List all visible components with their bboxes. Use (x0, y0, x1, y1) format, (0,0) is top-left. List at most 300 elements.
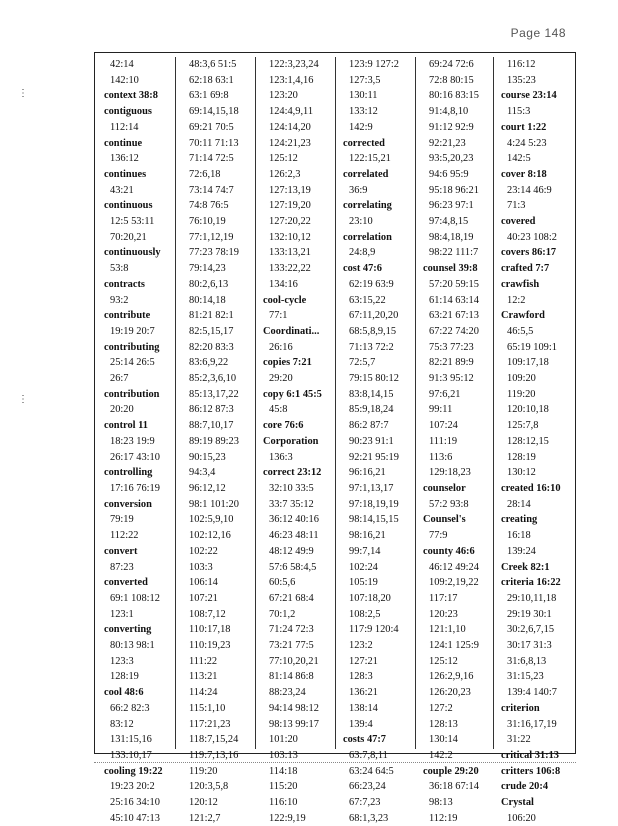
index-term: copy 6:1 45:5 (263, 388, 322, 400)
index-page-ref: 12:2 (507, 294, 526, 306)
index-page-ref: 123:1,4,16 (269, 74, 314, 86)
index-page-ref: 97:1,13,17 (349, 482, 394, 494)
index-page-ref: 71:14 72:5 (189, 153, 234, 165)
index-page-ref: 77:10,20,21 (269, 655, 319, 667)
index-page-ref: 79:19 (110, 514, 134, 526)
index-page-ref: 48:3,6 51:5 (189, 59, 237, 70)
index-term: couple 29:20 (423, 765, 479, 777)
index-term: continuous (104, 200, 153, 212)
index-page-ref: 114:24 (189, 687, 218, 699)
index-page-ref: 75:3 77:23 (429, 341, 474, 353)
index-page-ref: 82:21 89:9 (429, 357, 474, 369)
index-page-ref: 112:19 (429, 812, 458, 824)
index-page-ref: 67:21 68:4 (269, 592, 314, 604)
index-column-6 (493, 57, 576, 824)
index-page-ref: 90:23 91:1 (349, 435, 394, 447)
index-page-ref: 98:13 (429, 797, 453, 809)
index-page-ref: 30:2,6,7,15 (507, 624, 555, 636)
index-term: contracts (104, 278, 145, 290)
index-page-ref: 126:2,3 (269, 168, 301, 180)
index-page-ref: 92:21,23 (429, 137, 466, 149)
index-page-ref: 63:21 67:13 (429, 310, 479, 322)
index-page-ref: 19:23 20:2 (110, 781, 155, 793)
index-page-ref: 69:1 108:12 (110, 592, 160, 604)
index-page-ref: 111:22 (189, 655, 218, 667)
index-term: covers 86:17 (501, 247, 557, 259)
index-page-ref: 115:3 (507, 106, 531, 118)
index-page-ref: 71:3 (507, 200, 526, 212)
index-term: correlating (343, 200, 392, 212)
index-page-ref: 85:13,17,22 (189, 388, 239, 400)
index-page-ref: 103:3 (189, 561, 213, 573)
index-page-ref: 96:16,21 (349, 467, 386, 479)
index-term: county 46:6 (423, 545, 475, 557)
index-page-ref: 89:19 89:23 (189, 435, 239, 447)
index-term: course 23:14 (501, 90, 557, 102)
index-page-ref: 83:12 (110, 718, 134, 730)
index-page-ref: 121:1,10 (429, 624, 466, 636)
index-page-ref: 109:2,19,22 (429, 577, 479, 589)
index-page-ref: 72:6,18 (189, 168, 221, 180)
index-page-ref: 30:17 31:3 (507, 640, 552, 652)
index-page-ref: 67:11,20,20 (349, 310, 399, 322)
index-page-ref: 124:4,9,11 (269, 106, 314, 118)
index-term: Crawford (501, 310, 545, 322)
index-page-ref: 63:24 64:5 (349, 765, 394, 777)
page-number: Page 148 (510, 26, 566, 40)
index-page-ref: 66:23,24 (349, 781, 386, 793)
index-page-ref: 77:1,12,19 (189, 231, 234, 243)
index-page-ref: 120:10,18 (507, 404, 549, 416)
index-page-ref: 98:14,15,15 (349, 514, 399, 526)
index-column-5 (415, 57, 498, 824)
index-page-ref: 119:20 (189, 765, 218, 777)
index-page-ref: 83:6,9,22 (189, 357, 229, 369)
index-page-ref: 85:2,3,6,10 (189, 373, 237, 385)
index-page-ref: 130:11 (349, 90, 378, 102)
index-page-ref: 103:13 (269, 749, 298, 761)
index-page-ref: 127:2 (429, 702, 453, 714)
index-page-ref: 139:24 (507, 545, 536, 557)
index-page-ref: 20:20 (110, 404, 134, 416)
index-page-ref: 109:17,18 (507, 357, 549, 369)
index-page-ref: 139:4 140:7 (507, 687, 557, 699)
index-term: cool-cycle (263, 294, 307, 306)
index-page-ref: 99:7,14 (349, 545, 381, 557)
index-page-ref: 124:21,23 (269, 137, 311, 149)
index-page-ref: 124:1 125:9 (429, 640, 479, 652)
index-page-ref: 113:21 (189, 671, 218, 683)
index-page-ref: 87:23 (110, 561, 134, 573)
index-page-ref: 70:20,21 (110, 231, 147, 243)
index-term: context 38:8 (104, 90, 158, 102)
index-page-ref: 127:3,5 (349, 74, 381, 86)
index-page-ref: 48:12 49:9 (269, 545, 314, 557)
index-page-ref: 129:18,23 (429, 467, 471, 479)
index-term: counselor (423, 482, 466, 494)
index-page-ref: 62:18 63:1 (189, 74, 234, 86)
index-page-ref: 128:13 (429, 718, 458, 730)
index-page-ref: 123:2 (349, 640, 373, 652)
index-page-ref: 98:13 99:17 (269, 718, 319, 730)
index-page-ref: 136:21 (349, 687, 378, 699)
index-page-ref: 133:13,21 (269, 247, 311, 259)
index-page-ref: 98:4,18,19 (429, 231, 474, 243)
index-page-ref: 125:12 (429, 655, 458, 667)
index-term: crawfish (501, 278, 540, 290)
index-page-ref: 98:22 111:7 (429, 247, 479, 259)
index-page-ref: 70:11 71:13 (189, 137, 239, 149)
index-page-ref: 130:12 (507, 467, 536, 479)
index-page-ref: 61:14 63:14 (429, 294, 479, 306)
index-page-ref: 116:10 (269, 797, 298, 809)
index-page-ref: 120:3,5,8 (189, 781, 229, 793)
index-page-ref: 124:14,20 (269, 121, 311, 133)
index-page-ref: 88:23,24 (269, 687, 306, 699)
index-page-ref: 68:1,3,23 (349, 812, 389, 824)
index-page-ref: 127:20,22 (269, 216, 311, 228)
index-page-ref: 120:23 (429, 608, 458, 620)
index-page-ref: 116:12 (507, 59, 536, 70)
index-page-ref: 31:22 (507, 734, 531, 746)
index-page-ref: 57:20 59:15 (429, 278, 479, 290)
index-term: cool 48:6 (104, 687, 144, 699)
index-page-ref: 96:23 97:1 (429, 200, 474, 212)
index-term: conversion (104, 498, 152, 510)
index-page-ref: 97:6,21 (429, 388, 461, 400)
index-page-ref: 134:16 (269, 278, 298, 290)
index-page-ref: 125:12 (269, 153, 298, 165)
index-page-ref: 86:2 87:7 (349, 420, 389, 432)
index-page-ref: 31:15,23 (507, 671, 544, 683)
index-page-ref: 93:5,20,23 (429, 153, 474, 165)
index-page-ref: 71:24 72:3 (269, 624, 314, 636)
index-page-ref: 18:23 19:9 (110, 435, 155, 447)
index-term: contributing (104, 341, 160, 353)
index-page-ref: 77:9 (429, 530, 448, 542)
index-page-ref: 69:24 72:6 (429, 59, 474, 70)
index-page-ref: 36:12 40:16 (269, 514, 319, 526)
index-page-ref: 82:5,15,17 (189, 325, 234, 337)
index-page-ref: 107:24 (429, 420, 458, 432)
index-page-ref: 36:9 (349, 184, 368, 196)
index-term: converted (104, 577, 148, 589)
index-term: crude 20:4 (501, 781, 549, 793)
index-page-ref: 19:19 20:7 (110, 325, 155, 337)
index-page-ref: 32:10 33:5 (269, 482, 314, 494)
index-page-ref: 26:7 (110, 373, 129, 385)
index-page-ref: 67:22 74:20 (429, 325, 479, 337)
index-page-ref: 72:8 80:15 (429, 74, 474, 86)
index-page-ref: 90:15,23 (189, 451, 226, 463)
index-page-ref: 65:19 109:1 (507, 341, 557, 353)
index-page-ref: 79:15 80:12 (349, 373, 399, 385)
index-page-ref: 128:12,15 (507, 435, 549, 447)
index-page-ref: 123:1 (110, 608, 134, 620)
index-page-ref: 111:19 (429, 435, 458, 447)
index-page-ref: 102:24 (349, 561, 378, 573)
index-page-ref: 123:9 127:2 (349, 59, 399, 70)
index-term: contribution (104, 388, 160, 400)
index-term: cooling 19:22 (104, 765, 163, 777)
index-page-ref: 94:14 98:12 (269, 702, 319, 714)
index-page-ref: 133:12 (349, 106, 378, 118)
binder-hole-mark-bottom: ⋮ (18, 394, 28, 405)
index-page-ref: 128:19 (507, 451, 536, 463)
index-page-ref: 53:8 (110, 263, 129, 275)
index-page-ref: 67:7,23 (349, 797, 381, 809)
footer-rule (94, 762, 576, 763)
index-page-ref: 28:14 (507, 498, 531, 510)
index-term: cover 8:18 (501, 168, 547, 180)
index-page-ref: 115:20 (269, 781, 298, 793)
index-page-ref: 106:20 (507, 812, 536, 824)
index-page-ref: 107:21 (189, 592, 218, 604)
index-term: costs 47:7 (343, 734, 386, 746)
index-term: control 11 (104, 420, 148, 432)
index-page-ref: 117:21,23 (189, 718, 231, 730)
index-page-ref: 92:21 95:19 (349, 451, 399, 463)
index-page-ref: 69:21 70:5 (189, 121, 234, 133)
index-page-ref: 127:21 (349, 655, 378, 667)
index-page-ref: 117:17 (429, 592, 458, 604)
index-page-ref: 73:21 77:5 (269, 640, 314, 652)
index-term: copies 7:21 (263, 357, 312, 369)
index-page-ref: 95:18 96:21 (429, 184, 479, 196)
index-page-ref: 45:10 47:13 (110, 812, 160, 824)
index-page-ref: 71:13 72:2 (349, 341, 394, 353)
index-term: correct 23:12 (263, 467, 322, 479)
index-page-ref: 113:6 (429, 451, 453, 463)
index-page-ref: 31:16,17,19 (507, 718, 557, 730)
index-page-ref: 57:2 93:8 (429, 498, 469, 510)
index-page-ref: 128:19 (110, 671, 139, 683)
index-page-ref: 97:4,8,15 (429, 216, 469, 228)
index-page-ref: 46:5,5 (507, 325, 534, 337)
index-page-ref: 43:21 (110, 184, 134, 196)
index-page-ref: 130:14 (429, 734, 458, 746)
index-column-3 (255, 57, 338, 824)
index-page-ref: 80:2,6,13 (189, 278, 229, 290)
index-term: Corporation (263, 435, 319, 447)
index-page-ref: 139:4 (349, 718, 373, 730)
index-term: continuously (104, 247, 161, 259)
index-column-2 (175, 57, 258, 824)
index-term: core 76:6 (263, 420, 304, 432)
index-page-ref: 73:14 74:7 (189, 184, 234, 196)
index-page-ref: 136:3 (269, 451, 293, 463)
index-page-ref: 106:14 (189, 577, 218, 589)
index-page-ref: 29:19 30:1 (507, 608, 552, 620)
index-term: Crystal (501, 797, 534, 809)
index-term: continues (104, 168, 147, 180)
index-page-ref: 127:19,20 (269, 200, 311, 212)
index-term: Counsel's (423, 514, 466, 526)
index-term: corrected (343, 137, 385, 149)
index-page-ref: 126:2,9,16 (429, 671, 474, 683)
index-page-ref: 77:1 (269, 310, 288, 322)
index-page-ref: 77:23 78:19 (189, 247, 239, 259)
index-page-ref: 45:8 (269, 404, 288, 416)
index-table (94, 52, 576, 824)
index-page-ref: 16:18 (507, 530, 531, 542)
index-page-ref: 127:13,19 (269, 184, 311, 196)
index-page-ref: 109:20 (507, 373, 536, 385)
index-page-ref: 29:20 (269, 373, 293, 385)
index-page-ref: 125:7,8 (507, 420, 539, 432)
index-term: converting (104, 624, 152, 636)
index-page-ref: 123:20 (269, 90, 298, 102)
index-term: correlated (343, 168, 389, 180)
index-page-ref: 93:2 (110, 294, 129, 306)
index-page-ref: 80:14,18 (189, 294, 226, 306)
index-term: counsel 39:8 (423, 263, 478, 275)
index-page-ref: 79:14,23 (189, 263, 226, 275)
index-page-ref: 98:1 101:20 (189, 498, 239, 510)
index-page-ref: 76:10,19 (189, 216, 226, 228)
index-term: crafted 7:7 (501, 263, 550, 275)
index-page-ref: 72:5,7 (349, 357, 376, 369)
index-page-ref: 66:2 82:3 (110, 702, 150, 714)
index-column-1 (101, 57, 179, 824)
index-page-ref: 46:12 49:24 (429, 561, 479, 573)
index-page-ref: 63:1 69:8 (189, 90, 229, 102)
index-page-ref: 110:19,23 (189, 640, 231, 652)
index-page-ref: 133:22,22 (269, 263, 311, 275)
index-page-ref: 115:1,10 (189, 702, 226, 714)
index-page-ref: 31:6,8,13 (507, 655, 547, 667)
index-page-ref: 122:3,23,24 (269, 59, 319, 70)
index-page-ref: 69:14,15,18 (189, 106, 239, 118)
index-page-ref: 96:12,12 (189, 482, 226, 494)
index-page-ref: 120:12 (189, 797, 218, 809)
index-page-ref: 70:1,2 (269, 608, 296, 620)
index-term: court 1:22 (501, 121, 547, 133)
index-page-ref: 40:23 108:2 (507, 231, 557, 243)
index-page-ref: 138:14 (349, 702, 378, 714)
index-page-ref: 80:13 98:1 (110, 640, 155, 652)
index-term: created 16:10 (501, 482, 561, 494)
index-page-ref: 122:15,21 (349, 153, 391, 165)
index-page-ref: 94:6 95:9 (429, 168, 469, 180)
index-page-ref: 23:10 (349, 216, 373, 228)
index-page-ref: 25:14 26:5 (110, 357, 155, 369)
index-term: contiguous (104, 106, 152, 118)
index-page-ref: 102:22 (189, 545, 218, 557)
index-term: continue (104, 137, 143, 149)
index-page-ref: 135:23 (507, 74, 536, 86)
index-page-ref: 132:10,12 (269, 231, 311, 243)
index-page-ref: 74:8 76:5 (189, 200, 229, 212)
index-term: creating (501, 514, 538, 526)
index-page-ref: 117:9 120:4 (349, 624, 399, 636)
index-page-ref: 136:12 (110, 153, 139, 165)
index-page-ref: 102:5,9,10 (189, 514, 234, 526)
index-page-ref: 23:14 46:9 (507, 184, 552, 196)
index-page-ref: 112:22 (110, 530, 139, 542)
binder-hole-mark-top: ⋮ (18, 88, 28, 99)
index-page-ref: 123:3 (110, 655, 134, 667)
index-term: cost 47:6 (343, 263, 382, 275)
index-page-ref: 131:15,16 (110, 734, 152, 746)
index-page-ref: 88:7,10,17 (189, 420, 234, 432)
index-page-ref: 99:11 (429, 404, 453, 416)
index-page-ref: 80:16 83:15 (429, 90, 479, 102)
index-page-ref: 108:7,12 (189, 608, 226, 620)
index-term: critical 31:13 (501, 749, 559, 761)
index-page-ref: 121:2,7 (189, 812, 221, 824)
index-term: Coordinati... (263, 325, 320, 337)
index-term: critters 106:8 (501, 765, 561, 777)
index-page-ref: 108:2,5 (349, 608, 381, 620)
index-term: controlling (104, 467, 153, 479)
index-page-ref: 85:9,18,24 (349, 404, 394, 416)
index-page-ref: 24:8,9 (349, 247, 376, 259)
index-page-ref: 118:7,15,24 (189, 734, 239, 746)
index-page-ref: 142:10 (110, 74, 139, 86)
index-term: convert (104, 545, 138, 557)
index-page-ref: 94:3,4 (189, 467, 216, 479)
index-page-ref: 142:2 (429, 749, 453, 761)
index-page-ref: 91:4,8,10 (429, 106, 469, 118)
index-page-ref: 81:14 86:8 (269, 671, 314, 683)
index-page-ref: 119:20 (507, 388, 536, 400)
index-page-ref: 110:17,18 (189, 624, 231, 636)
index-page-ref: 26:17 43:10 (110, 451, 160, 463)
index-page-ref: 83:8,14,15 (349, 388, 394, 400)
index-page-ref: 86:12 87:3 (189, 404, 234, 416)
index-page-ref: 142:5 (507, 153, 531, 165)
index-page-ref: 81:21 82:1 (189, 310, 234, 322)
index-page-ref: 98:16,21 (349, 530, 386, 542)
index-page-ref: 91:3 95:12 (429, 373, 474, 385)
index-page-ref: 36:18 67:14 (429, 781, 479, 793)
index-page-ref: 119:7,13,16 (189, 749, 239, 761)
index-page-ref: 107:18,20 (349, 592, 391, 604)
index-page-ref: 46:23 48:11 (269, 530, 319, 542)
index-page-ref: 12:5 53:11 (110, 216, 155, 228)
index-term: criteria 16:22 (501, 577, 561, 589)
index-page-ref: 25:16 34:10 (110, 797, 160, 809)
index-page-ref: 91:12 92:9 (429, 121, 474, 133)
index-page-ref: 17:16 76:19 (110, 482, 160, 494)
index-page-ref: 126:20,23 (429, 687, 471, 699)
index-page-ref: 29:10,11,18 (507, 592, 557, 604)
index-page-ref: 122:9,19 (269, 812, 306, 824)
index-page-ref: 26:16 (269, 341, 293, 353)
index-term: covered (501, 216, 536, 228)
index-page-ref: 62:19 63:9 (349, 278, 394, 290)
index-page-ref: 128:3 (349, 671, 373, 683)
index-page-ref: 42:14 (110, 59, 134, 70)
index-term: contribute (104, 310, 151, 322)
index-page-ref: 4:24 5:23 (507, 137, 547, 149)
index-page-ref: 33:7 35:12 (269, 498, 314, 510)
index-term: Creek 82:1 (501, 561, 550, 573)
index-page-ref: 114:18 (269, 765, 298, 777)
index-page-ref: 82:20 83:3 (189, 341, 234, 353)
index-page-ref: 142:9 (349, 121, 373, 133)
index-page-ref: 97:18,19,19 (349, 498, 399, 510)
index-column-4 (335, 57, 418, 824)
index-page-ref: 112:14 (110, 121, 139, 133)
index-term: correlation (343, 231, 392, 243)
index-page-ref: 101:20 (269, 734, 298, 746)
index-page-ref: 57:6 58:4,5 (269, 561, 317, 573)
index-page-ref: 102:12,16 (189, 530, 231, 542)
index-page-ref: 63:15,22 (349, 294, 386, 306)
index-page-ref: 68:5,8,9,15 (349, 325, 397, 337)
